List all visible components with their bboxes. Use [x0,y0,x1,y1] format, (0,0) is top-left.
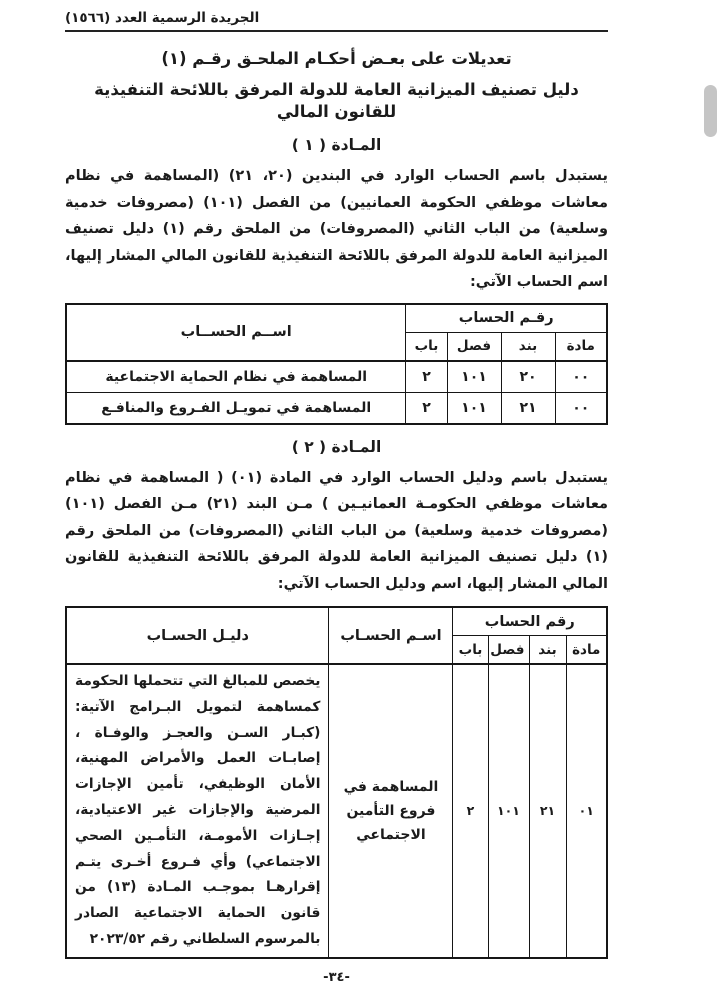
accounts-table-1 [65,303,608,425]
table2-number-group-header: رقم الحساب [453,607,607,636]
article-1-heading: المـادة ( ١ ) [291,136,382,154]
table1-row-2 [66,392,607,424]
table2-header-row-group [66,607,607,636]
article-2-body: يستبدل باسم ودليل الحساب الوارد في المادة (٠١) ( المساهمة في نظام معاشات موظفي الحكومـة العمانيـين ) مـن البند (٢١) مـن الفصل (١٠١) (مصروفات خدمية وسلعية) من الباب الثاني (المصروفات) من الملحق رقم (١) دليل تصنيف الميزانية العامة للدولة المرفق باللائحة التنفيذية للقانون المالي المشار إليها، اسم ودليل الحساب الآتي: [65,469,608,592]
table2-row-1 [66,664,607,958]
table2-row1-account-guide: يخصص للمبالغ التي تتحملها الحكومة كمساهمة لتمويل البـرامج الآتية: (كبـار السـن والعجـز والوفـاة ، إصابـات العمل والأمراض المهنية، الأمان الوظيفي، تأمين الإجازات المرضية والإجازات غير الاعتيادية، إجـازات الأمومـة، التأمـين الصحي الاجتماعي) وأي فـروع أخـرى يتـم إقرارهـا بموجـب المـادة (١٣) من قانون الحماية الاجتماعية الصادر بالمرسوم السلطاني رقم ٢٠٢٣/٥٢ [66,664,329,958]
table1-row2-account-name: المساهمة في تمويـل الفـروع والمنافـع [66,392,406,424]
table1-row1-bab: ٢ [406,361,447,393]
table1-col-band: بند [501,332,555,361]
table2-col-madda: مادة [566,636,607,665]
table1-row2-band: ٢١ [501,392,555,424]
table1-row2-bab: ٢ [406,392,447,424]
gazette-page-content [65,0,608,985]
document-title: تعديلات على بعـض أحكـام الملحـق رقـم (١) [161,49,512,68]
table1-number-group-header: رقـم الحساب [406,304,607,333]
table2-col-band: بند [529,636,566,665]
page-number: -٣٤- [323,969,350,985]
table1-row-1 [66,361,607,393]
table1-col-fasl: فصل [447,332,501,361]
table2-col-bab: باب [453,636,488,665]
table2-row1-account-name: المساهمة في فروع التأمين الاجتماعي [329,664,453,958]
table2-row1-bab: ٢ [453,664,488,958]
table1-col-bab: باب [406,332,447,361]
table1-row2-madda: ٠٠ [555,392,607,424]
article-1-body: يستبدل باسم الحساب الوارد في البندين (٢٠، ٢١) (المساهمة في نظام معاشات موظفي الحكومة العمانيين) من الفصل (١٠١) (مصروفات خدمية وسلعية) من الباب الثاني (المصروفات) من الملحق رقم (١) دليل تصنيف الميزانية العامة للدولة المرفق باللائحة التنفيذية للقانون المالي المشار إليها، اسم الحساب الآتي: [65,168,609,290]
table1-header-row-group [66,304,607,333]
document-subtitle: دليل تصنيف الميزانية العامة للدولة المرفق باللائحة التنفيذية للقانون المالي [94,80,579,121]
table2-name-header: اسـم الحسـاب [329,607,453,664]
table2-row1-fasl: ١٠١ [488,664,529,958]
article-2-heading: المـادة ( ٢ ) [291,437,382,456]
scrollbar-thumb[interactable] [704,85,717,137]
table2-row1-band: ٢١ [529,664,566,958]
table1-row1-account-name: المساهمة في نظام الحماية الاجتماعية [66,361,406,393]
table2-col-fasl: فصل [488,636,529,665]
gazette-issue-header: الجريدة الرسمية العدد (١٥٦٦) [65,10,260,26]
table1-row1-band: ٢٠ [501,361,555,393]
table2-row1-madda: ٠١ [566,664,607,958]
table1-row1-fasl: ١٠١ [447,361,501,393]
table1-row2-fasl: ١٠١ [447,392,501,424]
table1-row1-madda: ٠٠ [555,361,607,393]
header-divider [65,30,608,32]
table2-guide-header: دليـل الحسـاب [66,607,329,664]
table1-col-madda: مادة [555,332,607,361]
table1-name-header: اســم الحســاب [66,304,406,361]
accounts-table-2 [65,606,608,959]
